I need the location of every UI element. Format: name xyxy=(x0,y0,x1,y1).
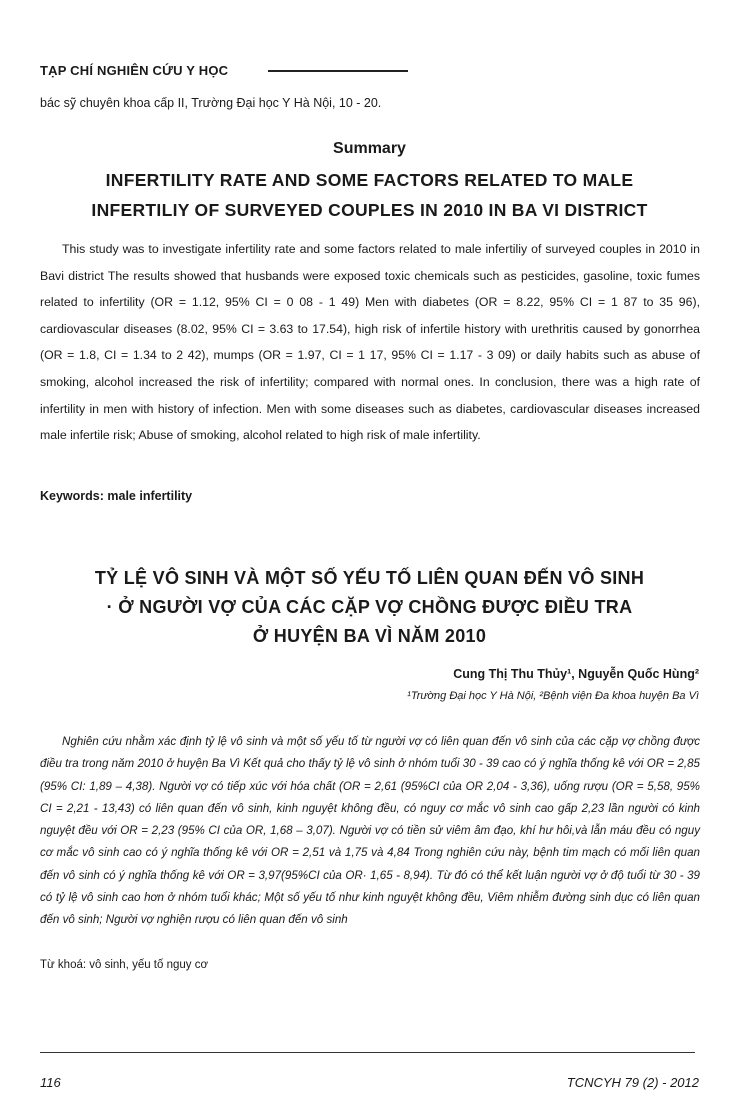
english-title-line: INFERTILIY OF SURVEYED COUPLES IN 2010 IN BA VI DISTRICT xyxy=(91,200,648,220)
reference-tail: bác sỹ chuyên khoa cấp II, Trường Đại học Y Hà Nội, 10 - 20. xyxy=(40,96,382,110)
header-rule xyxy=(268,70,408,72)
english-abstract: This study was to investigate infertility rate and some factors related to male infertiliy of surveyed couples in 2010 in Bavi district The results showed that husbands were exposed toxic chemicals such as pesticides, gasoline, toxic fumes related to infertility (OR = 1.12, 95% CI = 0 08 - 1 49) Men with diabetes (OR = 8.22, 95% CI = 1 87 to 35 96), cardiovascular diseases (8.02, 95% CI = 3.63 to 17.54), high risk of infertile history with urethritis caused by gonorrhea (OR = 1.8, CI = 1.34 to 2 42), mumps (OR = 1.97, CI = 1 17, 95% CI = 1.17 - 3 09) or daily habits such as abuse of smoking, alcohol increased the risk of infertility; compared with normal ones. In conclusion, there was a high rate of infertility in men with history of infection. Men with some diseases such as diabetes, cardiovascular diseases increased male infertile risk; Abuse of smoking, alcohol related to high risk of male infertility. xyxy=(40,242,700,443)
vietnamese-abstract: Nghiên cứu nhằm xác định tỷ lệ vô sinh và một số yếu tố từ người vợ có liên quan đến vô sinh của các cặp vợ chồng được điều tra trong năm 2010 ở huyện Ba Vì Kết quả cho thấy tỷ lệ vô sinh ở nhóm tuổi 30 - 39 cao có ý nghĩa thống kê với OR = 2,85 (95% CI: 1,89 – 4,38). Người vợ có tiếp xúc với hóa chất (OR = 2,61 (95%CI của OR 2,04 - 3,36), uống rượu (OR = 5,58, 95% CI = 2,21 - 13,43) có liên quan đến vô sinh, kinh nguyệt không đều, có nguy cơ mắc vô sinh cao gấp 2,23 lần người có kinh nguyệt đều với OR = 2,23 (95% CI của OR, 1,68 – 3,07). Người vợ có tiền sử viêm âm đạo, khí hư hôi,và lẫn máu đều có nguy cơ mắc vô sinh cao có ý nghĩa thống kê với OR = 2,51 và 1,75 và 4,84 Trong nghiên cứu này, bệnh tim mạch có mối liên quan đến vô sinh có ý nghĩa thống kê với OR = 3,97(95%CI của OR· 1,65 - 8,94). Từ đó có thể kết luận người vợ ở độ tuổi từ 30 - 39 có tỷ lệ vô sinh cao hơn ở nhóm tuổi khác; Một số yếu tố như kinh nguyệt không đều, Viêm nhiễm đường sinh dục có liên quan đến vô sinh; Người vợ nghiện rượu có liên quan đến vô sinh xyxy=(40,735,700,927)
english-keywords: Keywords: male infertility xyxy=(40,489,193,503)
footer-journal-issue: TCNCYH 79 (2) - 2012 xyxy=(566,1075,699,1090)
vietnamese-keywords: Từ khoá: vô sinh, yếu tố nguy cơ xyxy=(40,959,209,971)
vietnamese-title-line: Ở HUYỆN BA VÌ NĂM 2010 xyxy=(252,626,487,646)
affiliations: ¹Trường Đại học Y Hà Nội, ²Bệnh viện Đa khoa huyện Ba Vì xyxy=(407,690,699,702)
authors: Cung Thị Thu Thủy¹, Nguyễn Quốc Hùng² xyxy=(453,667,699,681)
vietnamese-title-line: TỶ LỆ VÔ SINH VÀ MỘT SỐ YẾU TỐ LIÊN QUAN ĐẾN VÔ SINH xyxy=(94,568,645,588)
page-number: 116 xyxy=(40,1075,61,1090)
vietnamese-title-line: · Ở NGƯỜI VỢ CỦA CÁC CẶP VỢ CHỒNG ĐƯỢC ĐIỀU TRA xyxy=(106,597,633,617)
journal-header: TẠP CHÍ NGHIÊN CỨU Y HỌC xyxy=(40,63,229,78)
summary-heading: Summary xyxy=(333,140,406,157)
footer-rule xyxy=(40,1052,695,1053)
english-title-line: INFERTILITY RATE AND SOME FACTORS RELATED TO MALE xyxy=(105,170,634,190)
